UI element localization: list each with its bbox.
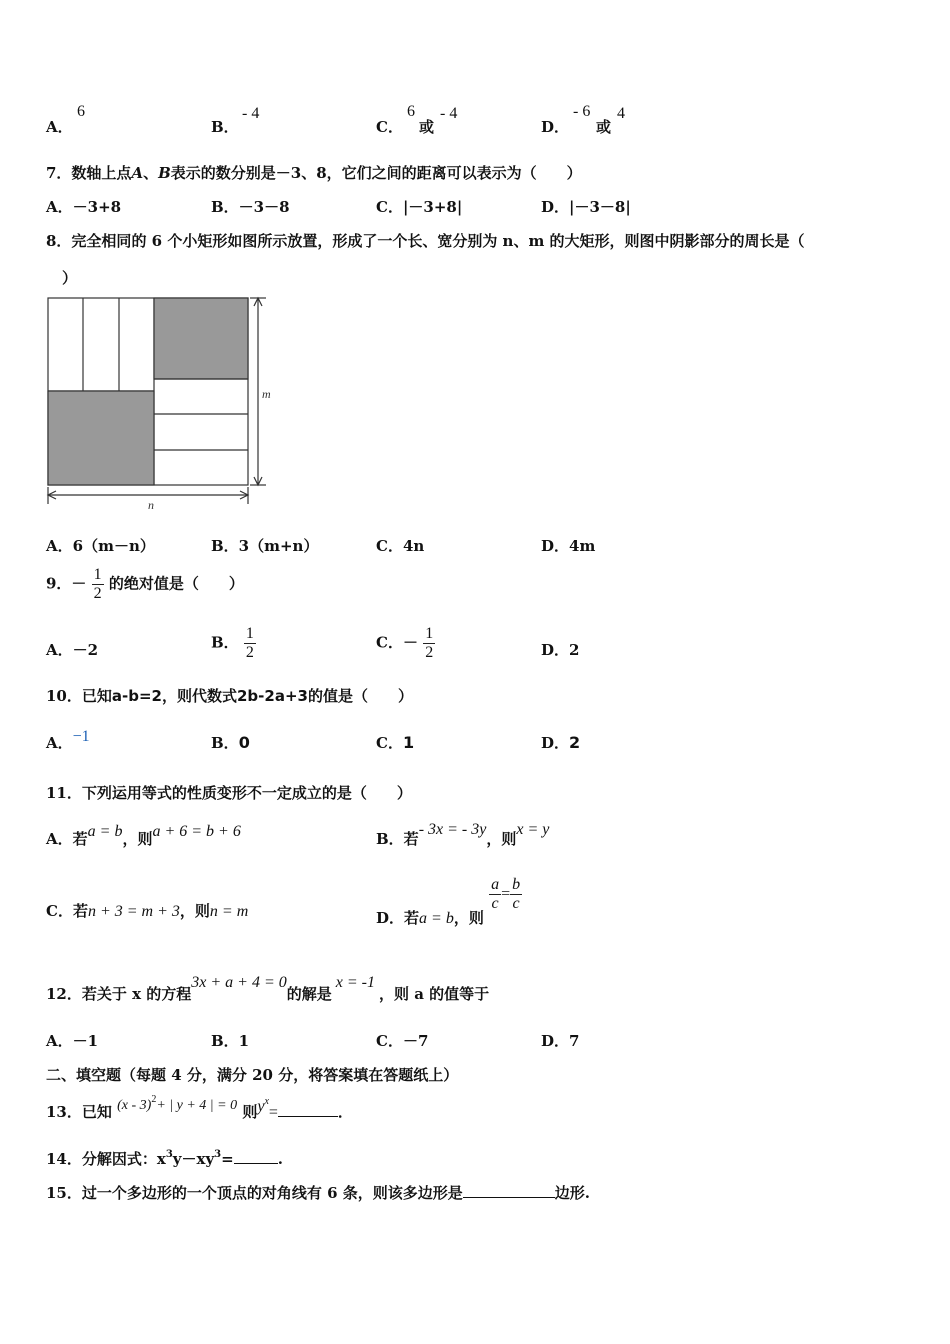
q8-option-a: A．6（m－n）	[46, 537, 155, 555]
q12-stem: 12．若关于 x 的方程3x + a + 4 = 0的解是x = -1，则 a 的值等于	[46, 974, 490, 1003]
q13-stem: 13．已知 (x - 3)$^2$+ | y + 4 | = 0 则$y^x=$ ．	[46, 1094, 353, 1121]
q8-option-c: C．4n	[376, 537, 425, 555]
q10-option-a: A．−1	[46, 728, 90, 752]
q7-option-c: C．|－3+8|	[376, 198, 463, 216]
q9-stem: 9．－ $\frac{1}{2}$ 的绝对值是（ ）	[46, 566, 244, 602]
q8-option-b: B．3（m+n）	[211, 537, 319, 555]
q8-stem-end: ）	[62, 269, 78, 287]
q8-figure	[40, 292, 280, 514]
q15-answer-blank[interactable]	[463, 1197, 555, 1198]
label-m: m	[262, 387, 271, 401]
q14-answer-blank[interactable]	[234, 1163, 278, 1164]
q9-option-d: D．2	[541, 641, 580, 659]
q9-option-a: A．－2	[46, 641, 99, 659]
q11-option-d: D．若a = b，则 $\frac{a}{c}$ = $\frac{b}{c}$	[376, 876, 521, 927]
q12-option-b: B．1	[211, 1032, 250, 1050]
section-2-heading: 二、填空题（每题 4 分，满分 20 分，将答案填在答题纸上）	[46, 1066, 459, 1084]
q6-option-a-value: 6	[77, 103, 85, 120]
shaded-rectangle-bottom-left	[48, 391, 154, 485]
q11-stem: 11．下列运用等式的性质变形不一定成立的是（ ）	[46, 784, 412, 802]
q7-stem: 7．数轴上点A、B表示的数分别是－3、8，它们之间的距离可以表示为（ ）	[46, 164, 582, 182]
q12-option-d: D．7	[541, 1032, 580, 1050]
q6-option-b: B．	[211, 118, 239, 136]
q11-option-a: A．若a = b，则a + 6 = b + 6	[46, 823, 241, 848]
q7-option-b: B．－3－8	[211, 198, 290, 216]
q6-option-b-value: - 4	[242, 105, 260, 122]
q12-option-a: A．－1	[46, 1032, 99, 1050]
q6-option-d: D．	[541, 118, 570, 136]
q8-option-d: D．4m	[541, 537, 596, 555]
q6-option-d-or: 或	[596, 118, 612, 136]
label-n: n	[148, 498, 154, 512]
q10-option-d: D．2	[541, 733, 581, 752]
q11-option-b: B．若- 3x = - 3y，则x = y	[376, 821, 550, 848]
q13-answer-blank[interactable]	[278, 1116, 338, 1117]
q15-stem: 15．过一个多边形的一个顶点的对角线有 6 条，则该多边形是 边形.	[46, 1184, 590, 1202]
q6-option-d-v1: - 6	[573, 103, 591, 120]
q6-option-a: A．	[46, 118, 73, 136]
shaded-rectangle-top-right	[154, 298, 248, 379]
q7-option-d: D．|－3－8|	[541, 198, 631, 216]
q10-option-c: C．1	[376, 733, 415, 752]
q8-stem: 8．完全相同的 6 个小矩形如图所示放置，形成了一个长、宽分别为 n、m 的大矩形，则图中阴影部分的周长是（	[46, 232, 805, 250]
q6-option-c: C．	[376, 118, 403, 136]
q10-option-b: B．0	[211, 733, 250, 752]
q10-stem: 10．已知a-b=2，则代数式2b-2a+3的值是（ ）	[46, 687, 413, 705]
q12-option-c: C．－7	[376, 1032, 429, 1050]
q7-option-a: A．－3+8	[46, 198, 122, 216]
q11-option-c: C．若n + 3 = m + 3，则n = m	[46, 902, 249, 920]
q9-option-b: B． $\frac{1}{2}$	[211, 625, 254, 661]
q6-option-c-v1: 6	[407, 103, 415, 120]
q9-fraction: $\frac{1}{2}$	[93, 566, 102, 602]
q9-option-c: C．－ $\frac{1}{2}$	[376, 625, 434, 661]
q6-option-d-v2: 4	[617, 105, 625, 122]
q14-stem: 14．分解因式：$x^3y-xy^3=$ .	[46, 1149, 283, 1168]
q6-option-c-or: 或	[419, 118, 435, 136]
q6-option-c-v2: - 4	[440, 105, 458, 122]
